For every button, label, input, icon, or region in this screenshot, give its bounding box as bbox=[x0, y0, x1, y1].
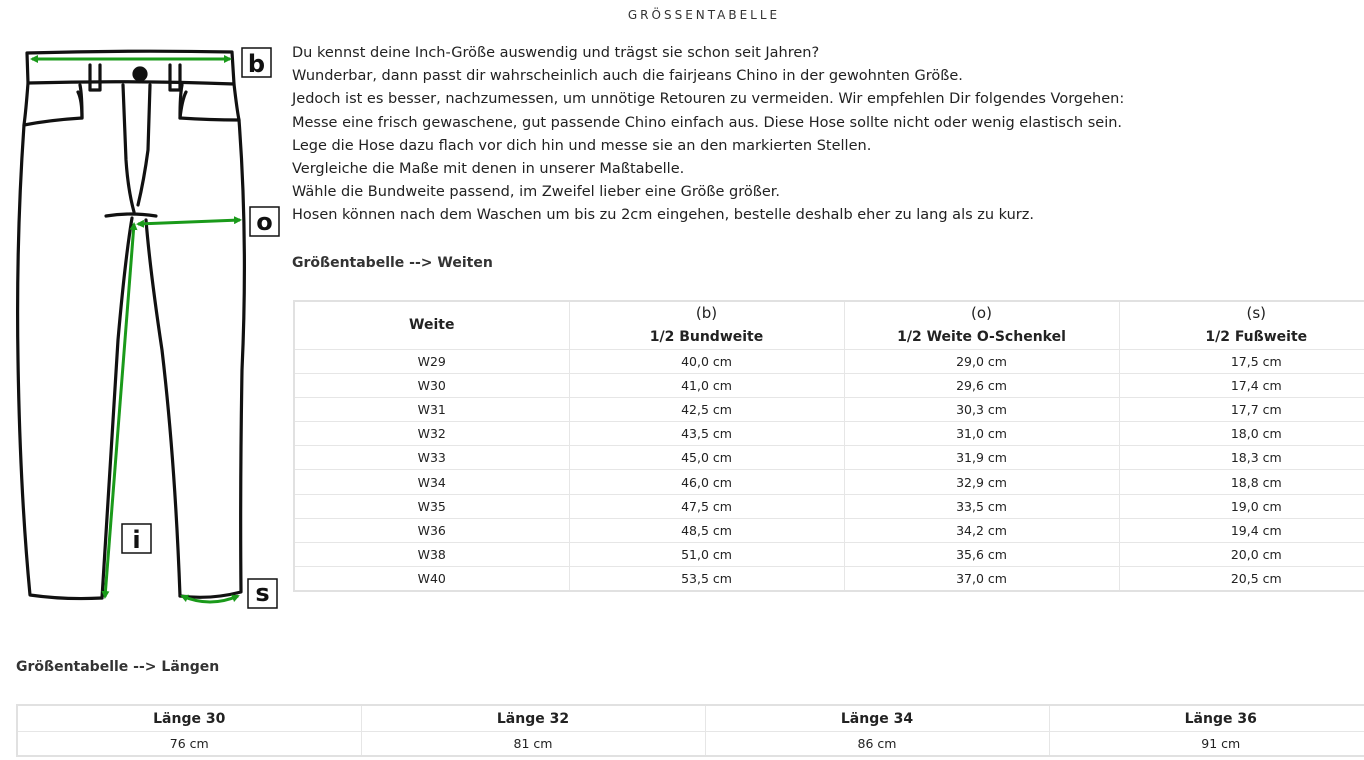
trouser-measurement-diagram bbox=[10, 40, 285, 615]
table-row bbox=[294, 542, 1364, 566]
cell-o-schenkel: 29,0 cm bbox=[844, 350, 1119, 374]
diagram-label-b bbox=[242, 48, 271, 78]
instruction-line: Messe eine frisch gewaschene, gut passende Chino einfach aus. Diese Hose sollte nicht oder wenig elastisch sein. bbox=[292, 114, 1123, 131]
cell-fussweite: 17,7 cm bbox=[1119, 398, 1364, 422]
instruction-line: Lege die Hose dazu flach vor dich hin und messe sie an den markierten Stellen. bbox=[292, 137, 872, 154]
svg-text:i: i bbox=[132, 526, 141, 554]
table-row bbox=[294, 470, 1364, 494]
table-row bbox=[17, 732, 1364, 757]
cell-weite: W31 bbox=[294, 398, 569, 422]
header-laenge-34: Länge 34 bbox=[705, 705, 1049, 732]
header-laenge-32: Länge 32 bbox=[361, 705, 705, 732]
trouser-outline-icon bbox=[18, 51, 245, 598]
header-label: 1/2 Bundweite bbox=[649, 329, 764, 345]
diagram-label-i bbox=[122, 524, 151, 554]
table-row bbox=[294, 350, 1364, 374]
cell-bundweite: 42,5 cm bbox=[569, 398, 844, 422]
diagram-label-o bbox=[250, 207, 279, 236]
header-code: (s) bbox=[1246, 304, 1267, 322]
cell-o-schenkel: 31,9 cm bbox=[844, 446, 1119, 470]
cell-fussweite: 18,0 cm bbox=[1119, 422, 1364, 446]
cell-bundweite: 53,5 cm bbox=[569, 566, 844, 591]
diagram-label-s bbox=[248, 579, 277, 608]
cell-o-schenkel: 30,3 cm bbox=[844, 398, 1119, 422]
cell-weite: W33 bbox=[294, 446, 569, 470]
table-row bbox=[294, 566, 1364, 591]
cell-o-schenkel: 31,0 cm bbox=[844, 422, 1119, 446]
header-label: 1/2 Fußweite bbox=[1205, 329, 1308, 345]
cell-o-schenkel: 34,2 cm bbox=[844, 518, 1119, 542]
cell-fussweite: 18,3 cm bbox=[1119, 446, 1364, 470]
header-code: (b) bbox=[695, 304, 718, 322]
cell-laenge-30: 76 cm bbox=[17, 732, 361, 757]
table-row bbox=[294, 518, 1364, 542]
cell-bundweite: 45,0 cm bbox=[569, 446, 844, 470]
header-laenge-30: Länge 30 bbox=[17, 705, 361, 732]
cell-o-schenkel: 37,0 cm bbox=[844, 566, 1119, 591]
cell-o-schenkel: 29,6 cm bbox=[844, 374, 1119, 398]
header-o-schenkel bbox=[844, 301, 1119, 350]
svg-text:s: s bbox=[255, 579, 270, 607]
cell-fussweite: 17,5 cm bbox=[1119, 350, 1364, 374]
cell-o-schenkel: 33,5 cm bbox=[844, 494, 1119, 518]
cell-laenge-34: 86 cm bbox=[705, 732, 1049, 757]
table-header-row bbox=[294, 301, 1364, 350]
cell-laenge-36: 91 cm bbox=[1049, 732, 1364, 757]
weiten-table bbox=[293, 300, 1364, 592]
header-weite bbox=[294, 301, 569, 350]
cell-fussweite: 19,0 cm bbox=[1119, 494, 1364, 518]
header-label: 1/2 Weite O-Schenkel bbox=[897, 329, 1066, 345]
cell-weite: W30 bbox=[294, 374, 569, 398]
instruction-line: Wunderbar, dann passt dir wahrscheinlich auch die fairjeans Chino in der gewohnten Größe. bbox=[292, 68, 963, 85]
instruction-line: Vergleiche die Maße mit denen in unserer Maßtabelle. bbox=[292, 161, 685, 178]
svg-text:o: o bbox=[256, 208, 273, 236]
cell-weite: W29 bbox=[294, 350, 569, 374]
page-title: GRÖSSENTABELLE bbox=[627, 8, 781, 22]
cell-weite: W32 bbox=[294, 422, 569, 446]
cell-fussweite: 20,0 cm bbox=[1119, 542, 1364, 566]
table-row bbox=[294, 422, 1364, 446]
header-label: Weite bbox=[409, 317, 455, 333]
header-bundweite bbox=[569, 301, 844, 350]
header-fussweite bbox=[1119, 301, 1364, 350]
cell-bundweite: 51,0 cm bbox=[569, 542, 844, 566]
table-row bbox=[294, 494, 1364, 518]
table-row bbox=[294, 446, 1364, 470]
table-row bbox=[294, 398, 1364, 422]
cell-weite: W35 bbox=[294, 494, 569, 518]
cell-o-schenkel: 32,9 cm bbox=[844, 470, 1119, 494]
laengen-heading: Größentabelle --> Längen bbox=[16, 659, 220, 675]
svg-text:b: b bbox=[247, 50, 266, 78]
cell-weite: W34 bbox=[294, 470, 569, 494]
cell-bundweite: 43,5 cm bbox=[569, 422, 844, 446]
weiten-heading: Größentabelle --> Weiten bbox=[292, 255, 493, 271]
table-row bbox=[294, 374, 1364, 398]
cell-o-schenkel: 35,6 cm bbox=[844, 542, 1119, 566]
cell-fussweite: 20,5 cm bbox=[1119, 566, 1364, 591]
measuring-instructions bbox=[292, 42, 1352, 228]
measurement-lines bbox=[32, 59, 240, 602]
cell-bundweite: 41,0 cm bbox=[569, 374, 844, 398]
instruction-line: Hosen können nach dem Waschen um bis zu 2cm eingehen, bestelle deshalb eher zu lang als zu kurz. bbox=[292, 207, 1034, 224]
instruction-line: Jedoch ist es besser, nachzumessen, um unnötige Retouren zu vermeiden. Wir empfehlen Dir folgendes Vorgehen: bbox=[292, 91, 1125, 108]
cell-bundweite: 48,5 cm bbox=[569, 518, 844, 542]
instruction-line: Du kennst deine Inch-Größe auswendig und trägst sie schon seit Jahren? bbox=[292, 45, 820, 61]
cell-laenge-32: 81 cm bbox=[361, 732, 705, 757]
instruction-line: Wähle die Bundweite passend, im Zweifel lieber eine Größe größer. bbox=[292, 184, 781, 201]
header-laenge-36: Länge 36 bbox=[1049, 705, 1364, 732]
table-header-row bbox=[17, 705, 1364, 732]
cell-weite: W40 bbox=[294, 566, 569, 591]
cell-weite: W36 bbox=[294, 518, 569, 542]
cell-fussweite: 17,4 cm bbox=[1119, 374, 1364, 398]
header-code: (o) bbox=[971, 304, 992, 322]
cell-bundweite: 46,0 cm bbox=[569, 470, 844, 494]
cell-bundweite: 40,0 cm bbox=[569, 350, 844, 374]
cell-fussweite: 18,8 cm bbox=[1119, 470, 1364, 494]
cell-fussweite: 19,4 cm bbox=[1119, 518, 1364, 542]
cell-weite: W38 bbox=[294, 542, 569, 566]
laengen-table bbox=[16, 704, 1364, 757]
cell-bundweite: 47,5 cm bbox=[569, 494, 844, 518]
